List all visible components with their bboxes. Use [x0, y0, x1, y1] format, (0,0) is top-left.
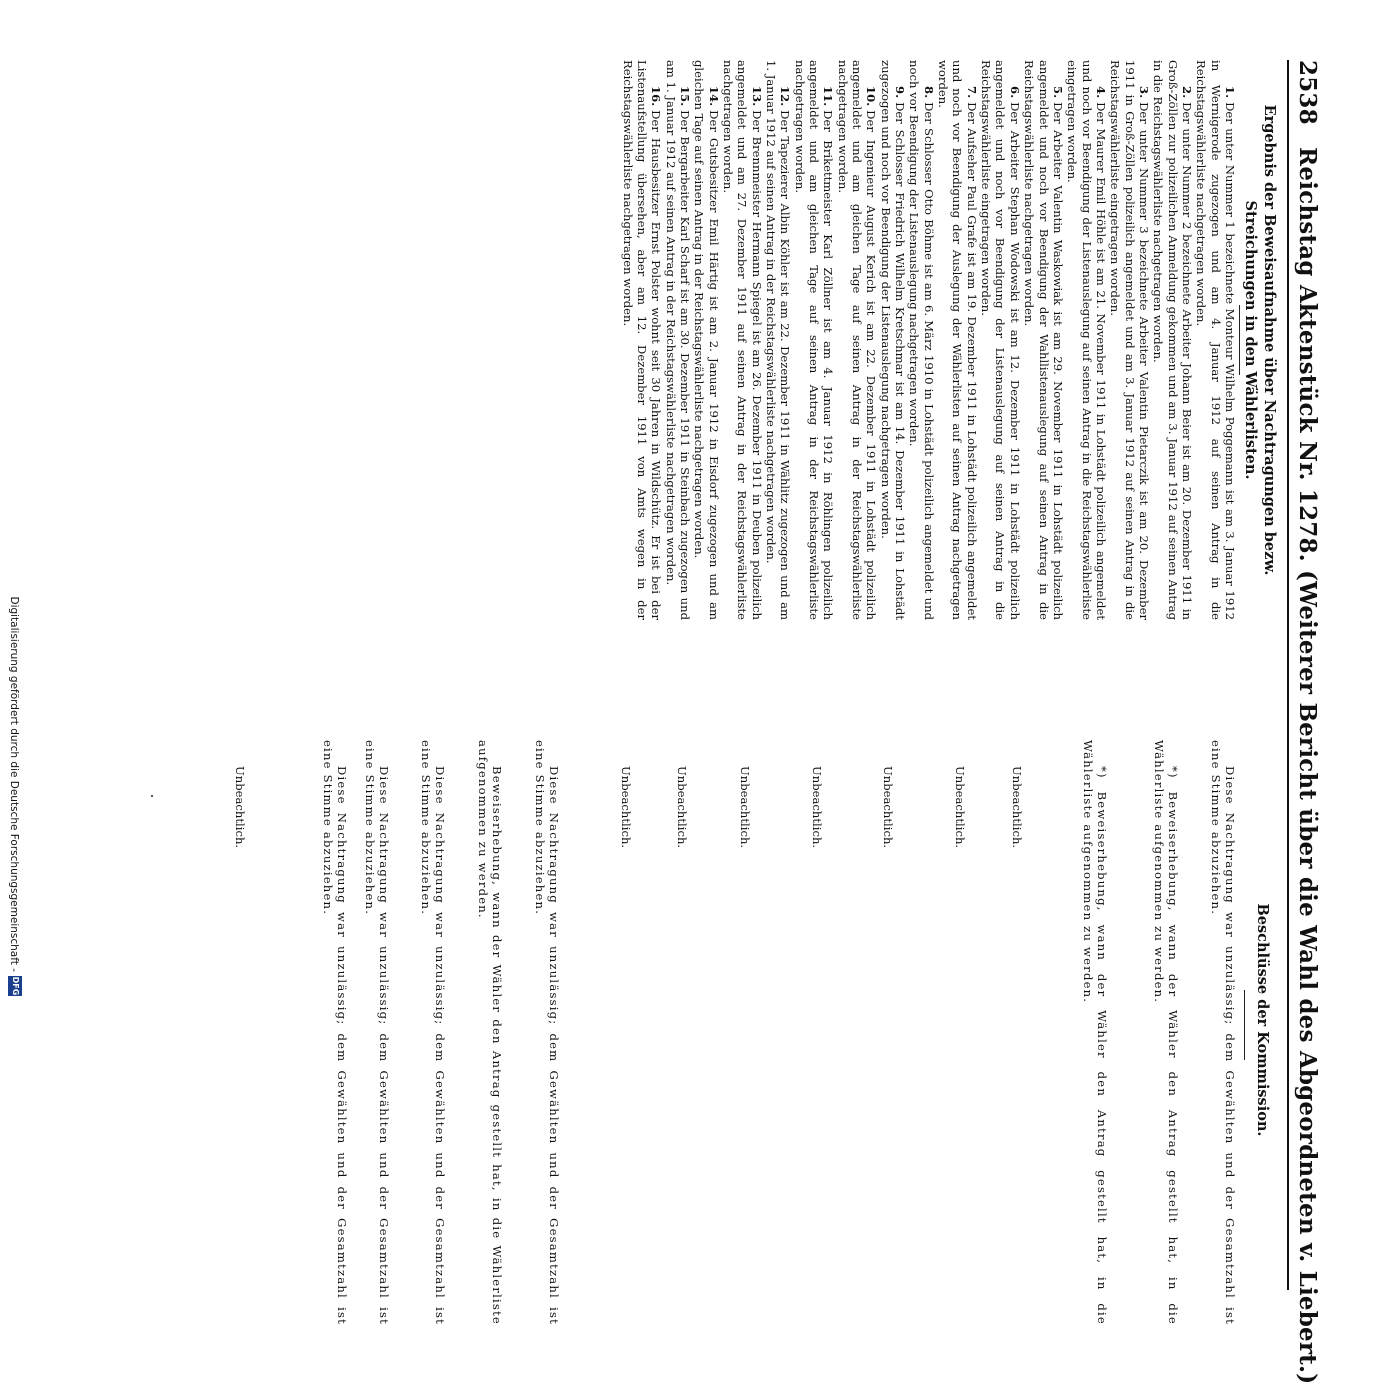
evidence-entry — [979, 60, 1022, 620]
entry-text: Der Maurer Emil Höhle ist am 21. November 1911 in Lohstädt polizeilich angemeldet und noch vor Beendigung der Listenauslegung auf seinen Antrag in die Reichstagswählerliste eingetragen worden. — [1065, 60, 1108, 620]
entry-number: 2. — [1179, 86, 1194, 99]
evidence-entry — [764, 60, 793, 620]
entry-number: 12. — [778, 86, 793, 107]
funding-note: Digitalisierung gefördert durch die Deutsche Forschungsgemeinschaft - — [8, 596, 20, 972]
entry-number: 13. — [749, 86, 764, 107]
digitization-footer — [0, 0, 78, 1000]
entry-text: Der unter Nummer 2 bezeichnete Arbeiter Johann Beier ist am 20. Dezember 1911 in Groß-Zöllen zur polizeilichen Anmeldung gekommen und am 3. Januar 1912 auf seinen Antrag in die Reichstagswählerliste nachgetragen worden. — [1151, 60, 1194, 620]
decision-note: *) Beweiserhebung, wann der Wähler den Antrag gestellt hat, in die Wählerliste aufgenommen zu werden. — [1080, 740, 1109, 1325]
decision-note: Unbeachtlich. — [881, 766, 895, 849]
entry-text: Der Bergarbeiter Karl Scharf ist am 30. Dezember 1911 in Steinbach zugezogen und am 1. Januar 1912 auf seinen Antrag in der Reichstagswählerliste nachgetragen worden. — [663, 60, 692, 620]
entry-text: Der Ingenieur August Kerich ist am 22. Dezember 1911 in Lohstädt polizeilich angemeldet und am gleichen Tage auf seinen Antrag in der Reichstagswählerliste nachgetragen worden. — [835, 60, 879, 620]
entry-number: 9. — [893, 86, 908, 99]
entry-number: 15. — [677, 86, 692, 107]
entry-number: 5. — [1050, 86, 1065, 99]
decision-note: Diese Nachtragung war unzulässig; dem Gewählten und der Gesamtzahl ist eine Stimme abzuziehen. — [532, 740, 561, 1325]
evidence-entry — [1022, 60, 1065, 620]
entry-number: 7. — [964, 86, 979, 99]
entry-text: Der unter Nummer 1 bezeichnete Monteur Wilhelm Poggemann ist am 3. Januar 1912 in Wernigerode zugezogen und am 4. Januar 1912 auf seinen Antrag in die Reichstagswählerliste nachgetragen worden. — [1194, 60, 1237, 620]
right-column-title: Beschlüsse der Kommission. — [1254, 903, 1271, 1137]
entry-number: 1. — [1223, 86, 1237, 99]
entry-text: Der Brikettmeister Karl Zöllner ist am 4. Januar 1912 in Röhlingen polizeilich angemeldet und am gleichen Tage auf seinen Antrag in der Reichstagswählerliste nachgetragen worden. — [792, 60, 836, 620]
header-rule — [1287, 60, 1289, 1290]
scan-speck — [151, 795, 153, 797]
page-header — [1294, 60, 1321, 1384]
page-number: 2538 — [1294, 60, 1321, 125]
decision-note: Unbeachtlich. — [738, 766, 752, 849]
left-column-title: Ergebnis der Beweisaufnahme über Nachtragungen bezw. Streichungen in den Wählerlisten. — [1242, 104, 1278, 576]
evidence-entry — [1065, 60, 1108, 620]
evidence-entry — [878, 60, 907, 620]
decision-note: Unbeachtlich. — [675, 766, 689, 849]
entry-text: Der Schlosser Otto Böhme ist am 6. März 1910 in Lohstädt polizeilich angemeldet und noch vor Beendigung der Listenauslegung nachgetragen worden. — [907, 60, 936, 620]
entry-text: Der Gutsbesitzer Emil Härtig ist am 2. Januar 1912 in Eisdorf zugezogen und am gleichen Tage auf seinen Antrag in der Reichstagswählerliste nachgetragen worden. — [692, 60, 721, 620]
decision-note: *) Beweiserhebung, wann der Wähler den Antrag gestellt hat, in die Wählerliste aufgenommen zu werden. — [1151, 740, 1180, 1325]
entry-number: 6. — [1007, 86, 1022, 99]
evidence-entry — [692, 60, 721, 620]
entry-number: 16. — [649, 86, 664, 107]
entry-text: Der Aufseher Paul Grafe ist am 19. Dezember 1911 in Lohstädt polizeilich angemeldet und noch vor Beendigung der Auslegung der Wählerlisten auf seinen Antrag nachgetragen worden. — [936, 60, 979, 620]
evidence-entry — [1151, 60, 1194, 620]
evidence-entry — [792, 60, 835, 620]
evidence-entry — [835, 60, 878, 620]
decision-note: Unbeachtlich. — [233, 766, 247, 849]
left-title-rule — [1239, 305, 1240, 375]
entry-text: Der Hausbesitzer Ernst Polster wohnt seit 30 Jahren in Wildschütz. Er ist bei der Listenaufstellung übersehen, aber am 12. Dezember 1911 von Amts wegen in der Reichstagswählerliste nachgetragen worden. — [620, 60, 664, 620]
evidence-entry — [936, 60, 979, 620]
header-title: Reichstag Aktenstück Nr. 1278. (Weiterer Bericht über die Wahl des Abgeordneten v. Liebert.) — [1294, 147, 1321, 1384]
entry-text: Der Arbeiter Valentin Waskowiak ist am 29. November 1911 in Lohstädt polizeilich angemeldet und noch vor Beendigung der Wahllistenauslegung auf seinen Antrag in die Reichstagswählerliste nachgetragen worden. — [1022, 60, 1065, 620]
entry-number: 14. — [706, 86, 721, 107]
decision-note: Unbeachtlich. — [1010, 766, 1024, 849]
evidence-entry — [721, 60, 764, 620]
decision-note: Diese Nachtragung war unzulässig; dem Gewählten und der Gesamtzahl ist eine Stimme abzuziehen. — [1208, 740, 1237, 1325]
decision-note: Unbeachtlich. — [619, 766, 633, 849]
decision-note: Diese Nachtragung war unzulässig; dem Gewählten und der Gesamtzahl ist eine Stimme abzuziehen. — [418, 740, 447, 1325]
evidence-entry — [620, 60, 663, 620]
evidence-entries — [620, 60, 1237, 620]
entry-text: Der unter Nummer 3 bezeichnete Arbeiter Valentin Pietarczik ist am 20. Dezember 1911 in Groß-Zöllen polizeilich angemeldet und am 3. Januar 1912 auf seinen Antrag in die Reichstagswählerliste eingetragen worden. — [1108, 60, 1151, 620]
decision-note: Beweiserhebung, wann der Wähler den Antrag gestellt hat, in die Wählerliste aufgenommen zu werden. — [475, 740, 504, 1325]
entry-number: 4. — [1093, 86, 1108, 99]
right-title-rule — [1244, 990, 1245, 1060]
evidence-entry — [1194, 60, 1237, 620]
entry-number: 8. — [921, 86, 936, 99]
dfg-logo: DFG — [8, 976, 22, 996]
entry-number: 10. — [864, 86, 879, 107]
decision-note: Unbeachtlich. — [953, 766, 967, 849]
entry-text: Der Arbeiter Stephan Wodowski ist am 12. Dezember 1911 in Lohstädt polizeilich angemeldet und noch vor Beendigung der Listenauslegung auf seinen Antrag in die Reichstagswählerliste eingetragen worden. — [979, 60, 1022, 620]
decision-note: Diese Nachtragung war unzulässig; dem Gewählten und der Gesamtzahl ist eine Stimme abzuziehen. — [362, 740, 391, 1325]
entry-number: 3. — [1136, 86, 1151, 99]
decision-note: Diese Nachtragung war unzulässig; dem Gewählten und der Gesamtzahl ist eine Stimme abzuziehen. — [320, 740, 349, 1325]
evidence-entry — [663, 60, 692, 620]
entry-text: Der Brennmeister Hermann Spiegel ist am 26. Dezember 1911 in Deuben polizeilich angemeldet und am 27. Dezember 1911 auf seinen Antrag in der Reichstagswählerliste nachgetragen worden. — [720, 60, 764, 620]
evidence-entry — [1108, 60, 1151, 620]
entry-text: Der Schlosser Friedrich Wilhelm Kretschmar ist am 14. Dezember 1911 in Lohstädt zugezogen und noch vor Beendigung der Listenauslegung nachgetragen worden. — [878, 60, 908, 620]
evidence-entry — [907, 60, 936, 620]
entry-text: Der Tapezierer Albin Köhler ist am 22. Dezember 1911 in Wählitz zugezogen und am 1. Januar 1912 auf seinen Antrag in der Reichstagswählerliste nachgetragen worden. — [764, 60, 793, 620]
decision-note: Unbeachtlich. — [810, 766, 824, 849]
entry-number: 11. — [821, 86, 836, 107]
